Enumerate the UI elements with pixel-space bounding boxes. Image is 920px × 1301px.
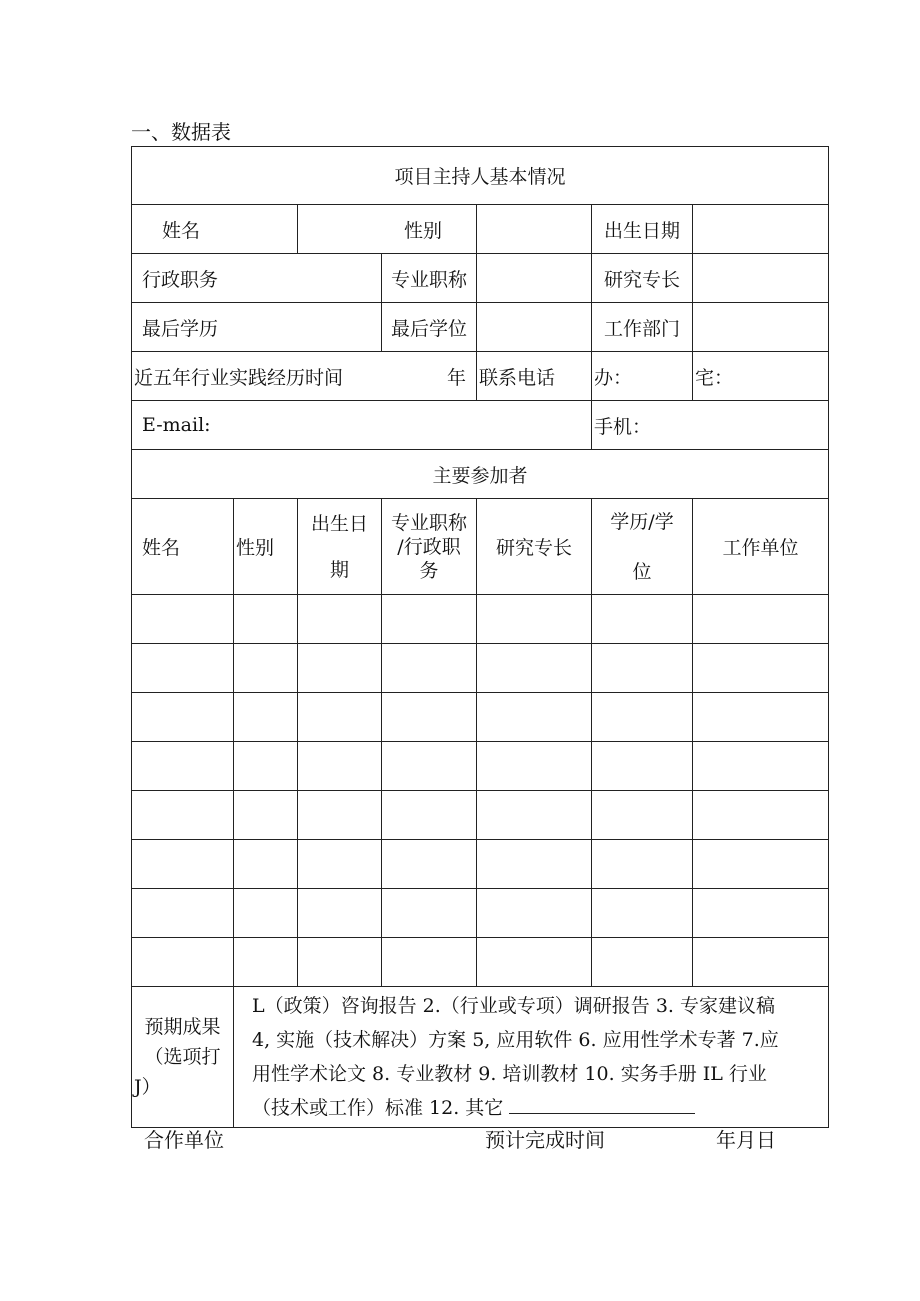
- participant-cell[interactable]: [693, 595, 829, 644]
- participant-cell[interactable]: [298, 889, 382, 938]
- participant-cell[interactable]: [132, 693, 234, 742]
- participants-section-title: 主要参加者: [132, 450, 829, 499]
- outcome-options: [234, 987, 829, 1128]
- participant-cell[interactable]: [234, 742, 298, 791]
- participant-cell[interactable]: [592, 938, 693, 987]
- participant-cell[interactable]: [477, 889, 592, 938]
- partner-label: 合作单位: [144, 1128, 224, 1152]
- participant-row: [132, 742, 829, 791]
- participant-cell[interactable]: [132, 742, 234, 791]
- participant-row: [132, 693, 829, 742]
- participant-cell[interactable]: [298, 644, 382, 693]
- participant-cell[interactable]: [382, 742, 477, 791]
- participant-cell[interactable]: [298, 595, 382, 644]
- host-admin-post-label: 行政职务: [132, 254, 382, 303]
- outcome-line: 4, 实施（技术解决）方案 5, 应用软件 6. 应用性学术专著 7.应: [252, 1029, 779, 1051]
- host-prof-title-label: 专业职称: [382, 254, 477, 303]
- participant-cell[interactable]: [477, 595, 592, 644]
- outcome-line-last: （技术或工作）标准 12. 其它: [252, 1091, 828, 1125]
- host-research-label: 研究专长: [592, 254, 693, 303]
- participant-cell[interactable]: [382, 889, 477, 938]
- host-mobile-field[interactable]: 手机：: [592, 401, 829, 450]
- participant-row: [132, 644, 829, 693]
- participant-cell[interactable]: [693, 693, 829, 742]
- host-last-edu-label: 最后学历: [132, 303, 382, 352]
- participant-cell[interactable]: [298, 840, 382, 889]
- participant-row: [132, 889, 829, 938]
- host-home-phone-field[interactable]: 宅：: [693, 352, 829, 401]
- outcome-line: 用性学术论文 8. 专业教材 9. 培训教材 10. 实务手册 IL 行业: [252, 1063, 767, 1085]
- participant-cell[interactable]: [477, 742, 592, 791]
- host-email-field[interactable]: E-mail:: [132, 401, 592, 450]
- participant-cell[interactable]: [132, 791, 234, 840]
- participant-cell[interactable]: [382, 938, 477, 987]
- col-header-education: 学历/学 位: [592, 499, 693, 595]
- participant-cell[interactable]: [234, 840, 298, 889]
- participant-cell[interactable]: [234, 938, 298, 987]
- participant-row: [132, 840, 829, 889]
- participant-row: [132, 791, 829, 840]
- participant-cell[interactable]: [382, 840, 477, 889]
- host-birth-label: 出生日期: [592, 205, 693, 254]
- completion-date-label: 年月日: [716, 1128, 776, 1152]
- participant-cell[interactable]: [382, 595, 477, 644]
- participant-cell[interactable]: [234, 693, 298, 742]
- participant-cell[interactable]: [234, 595, 298, 644]
- participant-cell[interactable]: [234, 889, 298, 938]
- col-header-birth: 出生日 期: [298, 499, 382, 595]
- host-office-phone-field[interactable]: 办：: [592, 352, 693, 401]
- host-prof-title-field[interactable]: [477, 254, 592, 303]
- data-form-table: [131, 146, 829, 1128]
- col-header-unit: 工作单位: [693, 499, 829, 595]
- participant-cell[interactable]: [693, 840, 829, 889]
- col-header-name: 姓名: [132, 499, 234, 595]
- participant-cell[interactable]: [132, 595, 234, 644]
- participant-cell[interactable]: [298, 693, 382, 742]
- host-birth-field[interactable]: [693, 205, 829, 254]
- host-practice-cell: [132, 352, 477, 401]
- participant-cell[interactable]: [693, 742, 829, 791]
- host-practice-label: 近五年行业实践经历时间: [134, 366, 344, 389]
- participant-cell[interactable]: [693, 791, 829, 840]
- participant-cell[interactable]: [592, 840, 693, 889]
- participant-cell[interactable]: [477, 840, 592, 889]
- participant-cell[interactable]: [477, 938, 592, 987]
- host-year-unit: 年: [446, 366, 466, 389]
- participant-cell[interactable]: [298, 938, 382, 987]
- col-header-research: 研究专长: [477, 499, 592, 595]
- participant-cell[interactable]: [234, 791, 298, 840]
- host-research-field[interactable]: [693, 254, 829, 303]
- participant-cell[interactable]: [592, 791, 693, 840]
- participant-cell[interactable]: [132, 840, 234, 889]
- participant-cell[interactable]: [693, 889, 829, 938]
- participant-cell[interactable]: [382, 791, 477, 840]
- participant-cell[interactable]: [298, 791, 382, 840]
- host-gender-label: 性别: [298, 205, 477, 254]
- participant-cell[interactable]: [592, 889, 693, 938]
- host-dept-field[interactable]: [693, 303, 829, 352]
- outcome-label: 预期成果 （选项打 J）: [132, 987, 234, 1128]
- participant-cell[interactable]: [132, 644, 234, 693]
- participant-cell[interactable]: [132, 889, 234, 938]
- participant-cell[interactable]: [592, 644, 693, 693]
- other-outcome-blank[interactable]: [509, 1093, 695, 1114]
- section-heading: 一、数据表: [131, 120, 231, 144]
- host-dept-label: 工作部门: [592, 303, 693, 352]
- participant-cell[interactable]: [693, 644, 829, 693]
- participant-cell[interactable]: [298, 742, 382, 791]
- host-last-degree-field[interactable]: [477, 303, 592, 352]
- participant-cell[interactable]: [234, 644, 298, 693]
- participant-cell[interactable]: [592, 742, 693, 791]
- outcome-line: L（政策）咨询报告 2.（行业或专项）调研报告 3. 专家建议稿: [252, 995, 775, 1017]
- participant-cell[interactable]: [477, 791, 592, 840]
- participant-cell[interactable]: [693, 938, 829, 987]
- participant-cell[interactable]: [477, 693, 592, 742]
- host-name-label: 姓名: [132, 205, 298, 254]
- participant-row: [132, 595, 829, 644]
- participant-cell[interactable]: [592, 595, 693, 644]
- participant-cell[interactable]: [592, 693, 693, 742]
- col-header-gender: 性别: [234, 499, 298, 595]
- host-last-degree-label: 最后学位: [382, 303, 477, 352]
- host-gender-field[interactable]: [477, 205, 592, 254]
- participant-cell[interactable]: [382, 644, 477, 693]
- participant-cell[interactable]: [382, 693, 477, 742]
- host-section-title: 项目主持人基本情况: [132, 147, 829, 205]
- participant-row: [132, 938, 829, 987]
- host-phone-label: 联系电话: [477, 352, 592, 401]
- participant-cell[interactable]: [477, 644, 592, 693]
- col-header-title: 专业职称 /行政职 务: [382, 499, 477, 595]
- completion-label: 预计完成时间: [485, 1128, 605, 1152]
- participant-cell[interactable]: [132, 938, 234, 987]
